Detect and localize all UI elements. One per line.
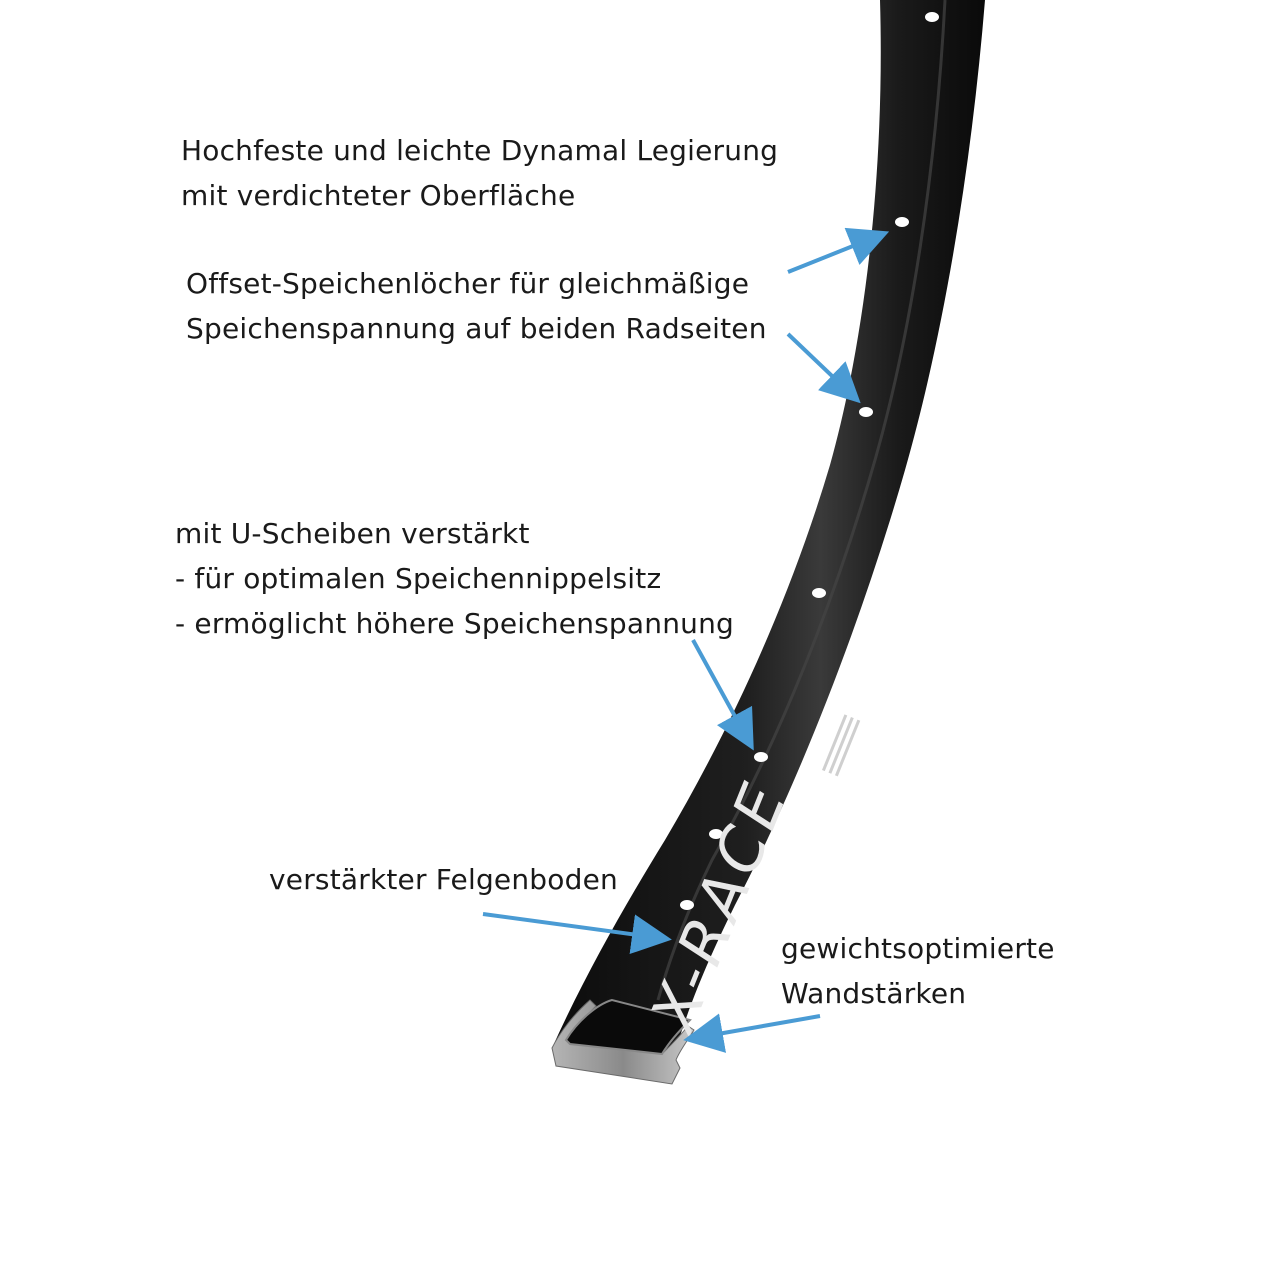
spoke-hole — [859, 407, 873, 417]
spoke-hole — [925, 12, 939, 22]
spoke-hole — [895, 217, 909, 227]
arrow-offset-holes-lower — [788, 334, 852, 395]
annotation-line: gewichtsoptimierte — [781, 932, 1055, 965]
annotation-washers — [175, 511, 734, 646]
rim-small-print — [822, 714, 860, 776]
rim-brand-print: X-RACE — [636, 769, 803, 1041]
spoke-hole — [812, 588, 826, 598]
annotation-line: Wandstärken — [781, 977, 967, 1010]
annotation-rim-bed — [269, 857, 618, 902]
annotation-line: Hochfeste und leichte Dynamal Legierung — [181, 134, 779, 167]
annotation-line: - ermöglicht höhere Speichenspannung — [175, 607, 735, 640]
annotation-wall-thickness — [781, 926, 1055, 1016]
spoke-hole — [754, 752, 768, 762]
annotation-line: mit verdichteter Oberfläche — [181, 179, 576, 212]
arrow-washers — [693, 640, 748, 740]
annotation-alloy — [181, 128, 778, 218]
annotation-line: - für optimalen Speichennippelsitz — [175, 562, 662, 595]
arrow-offset-holes-upper — [788, 236, 878, 272]
annotation-line: Speichenspannung auf beiden Radseiten — [186, 312, 767, 345]
annotation-line: Offset-Speichenlöcher für gleichmäßige — [186, 267, 750, 300]
annotation-line: mit U-Scheiben verstärkt — [175, 517, 530, 550]
arrow-wall-thickness — [695, 1016, 820, 1038]
annotation-offset-holes — [186, 261, 767, 351]
annotation-line: verstärkter Felgenboden — [269, 863, 618, 896]
